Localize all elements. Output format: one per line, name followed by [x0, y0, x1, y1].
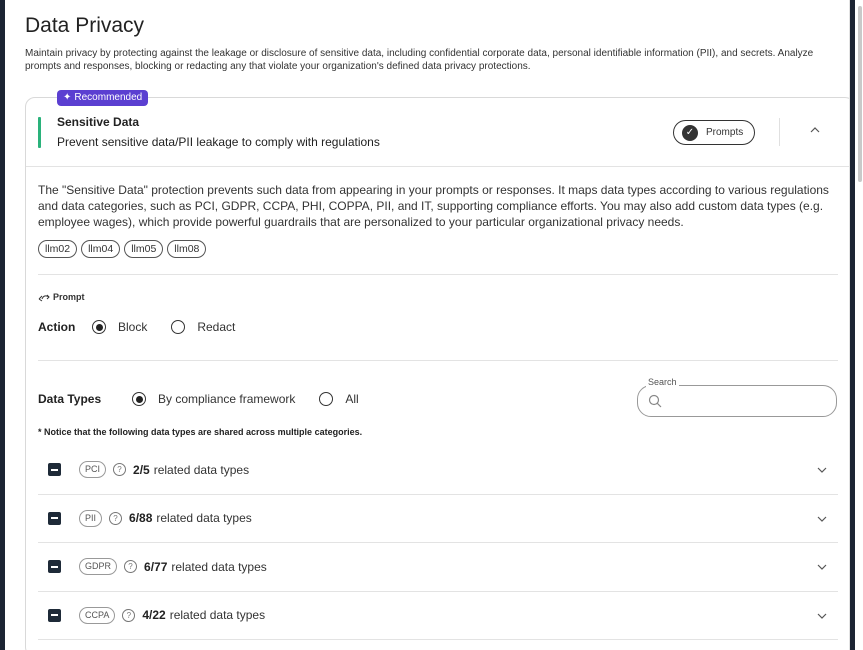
action-radio-group [38, 320, 259, 334]
category-tag: PII [79, 510, 102, 527]
check-icon: ✓ [682, 125, 698, 141]
category-tag: CCPA [79, 607, 115, 624]
search-input[interactable] [668, 392, 828, 410]
divider [38, 274, 838, 275]
indeterminate-checkbox[interactable] [48, 560, 61, 573]
search-label: Search [648, 377, 677, 387]
indeterminate-checkbox[interactable] [48, 512, 61, 525]
chevron-down-icon[interactable] [816, 513, 828, 525]
prompt-section-label [38, 292, 85, 302]
category-tag: GDPR [79, 558, 117, 575]
recommended-badge [57, 90, 148, 106]
accent-bar [38, 117, 41, 148]
category-text: related data types [153, 462, 250, 477]
category-row-ccpa[interactable] [38, 592, 838, 641]
category-text: related data types [171, 559, 267, 574]
all-radio[interactable] [319, 392, 333, 406]
category-count: 4/22 [142, 608, 166, 623]
card-subtitle: Prevent sensitive data/PII leakage to comply with regulations [57, 135, 380, 149]
category-text: related data types [156, 511, 252, 526]
prompts-chip-label: Prompts [706, 127, 744, 138]
by-framework-radio-label[interactable]: By compliance framework [158, 392, 296, 406]
action-label: Action [38, 320, 76, 334]
owasp-tags [38, 240, 206, 258]
indeterminate-checkbox[interactable] [48, 609, 61, 622]
page-description: Maintain privacy by protecting against the leakage or disclosure of sensitive data, including confidential corporate data, personal identifiable information (PII), and secrets. Analyze prompts and responses, blocking or redacting any that violate your organization's defined data privacy protections. [25, 48, 814, 72]
prompt-label-text: Prompt [53, 292, 85, 302]
prompts-toggle-chip[interactable] [673, 120, 755, 145]
scrollbar[interactable] [855, 0, 863, 650]
category-row-gdpr[interactable] [38, 543, 838, 592]
category-count: 6/77 [144, 559, 168, 574]
help-icon[interactable]: ? [124, 560, 137, 573]
category-row-pci[interactable] [38, 446, 838, 495]
chevron-down-icon[interactable] [816, 610, 828, 622]
data-types-radio-group [38, 392, 383, 406]
header-divider [779, 118, 780, 146]
recommended-badge-label: Recommended [74, 92, 143, 103]
sensitive-data-card [25, 97, 850, 650]
block-radio[interactable] [92, 320, 106, 334]
chevron-down-icon[interactable] [816, 464, 828, 476]
category-count: 2/5 [133, 462, 150, 477]
search-field[interactable] [637, 377, 837, 417]
scrollbar-thumb[interactable] [858, 6, 862, 182]
divider [38, 360, 838, 361]
help-icon[interactable]: ? [122, 609, 135, 622]
by-framework-radio[interactable] [132, 392, 146, 406]
help-icon[interactable]: ? [109, 512, 122, 525]
block-radio-label[interactable]: Block [118, 320, 148, 334]
redact-radio[interactable] [171, 320, 185, 334]
protection-description: The "Sensitive Data" protection prevents such data from appearing in your prompts or responses. It maps data types according to various regulations and data categories, such as PCI, GDPR, CCPA, PHI, COPPA, PII, and IT, supporting compliance efforts. You may also add custom data types (e.g. employee wages), which provide powerful guardrails that are personalized to your particular organizational privacy needs. [38, 183, 829, 229]
tag-llm04: llm04 [81, 240, 120, 258]
category-list [38, 446, 838, 640]
category-count: 6/88 [129, 511, 153, 526]
data-types-label: Data Types [38, 392, 102, 406]
chevron-down-icon[interactable] [816, 561, 828, 573]
indeterminate-checkbox[interactable] [48, 463, 61, 476]
all-radio-label[interactable]: All [345, 392, 359, 406]
category-text: related data types [169, 608, 266, 623]
chevron-up-icon[interactable] [809, 124, 821, 136]
search-icon [648, 394, 662, 408]
prompt-arrow-icon [38, 293, 50, 302]
card-title: Sensitive Data [57, 115, 140, 129]
tag-llm02: llm02 [38, 240, 77, 258]
tag-llm05: llm05 [124, 240, 163, 258]
shared-types-notice: * Notice that the following data types are shared across multiple categories. [38, 427, 363, 437]
tag-llm08: llm08 [167, 240, 206, 258]
redact-radio-label[interactable]: Redact [197, 320, 236, 334]
sparkle-icon: ✦ [63, 92, 72, 103]
page-title: Data Privacy [25, 14, 145, 37]
category-row-pii[interactable] [38, 495, 838, 544]
card-header[interactable] [26, 98, 850, 167]
data-privacy-panel [5, 0, 850, 650]
category-tag: PCI [79, 461, 106, 478]
help-icon[interactable]: ? [113, 463, 126, 476]
